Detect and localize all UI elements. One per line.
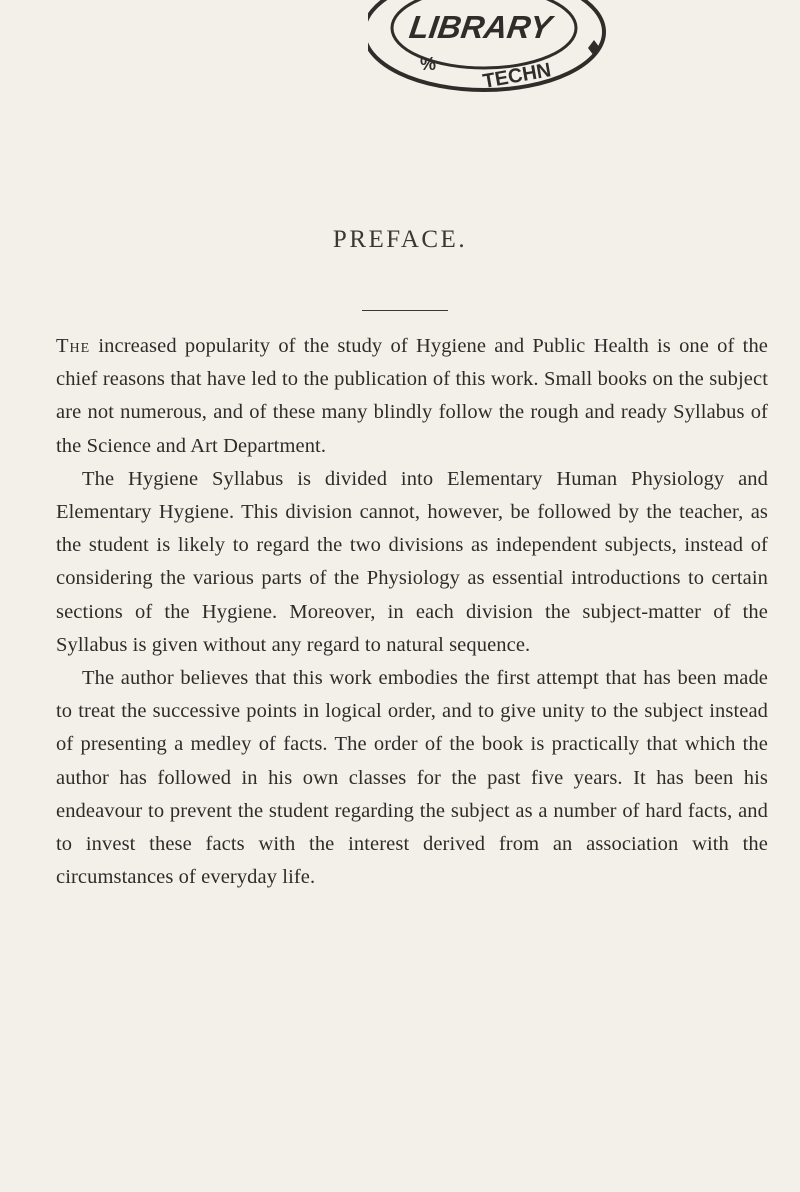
stamp-diamond-icon [588, 40, 600, 56]
paragraph-2: The Hygiene Syllabus is divided into Elementary Human Physiology and Elementary Hygiene. This division cannot, however, be followed by the teacher, as the student is likely to regard the two divisions as independent subjects, instead of considering the various parts of the Physiology as essential introductions to certain sections of the Hygiene. Moreover, in each division the subject-matter of the Syllabus is given without any regard to natural sequence. [56, 467, 768, 656]
paragraph-1 [56, 330, 768, 463]
paragraph-1-lead: The [56, 335, 91, 357]
stamp-left-mark: % [420, 54, 437, 74]
title-rule [362, 310, 448, 311]
preface-body [56, 330, 768, 894]
library-stamp [368, 0, 628, 96]
stamp-bottom-text: TECHN [481, 59, 553, 93]
stamp-top-text: LIBRARY [407, 9, 554, 45]
page-title: PREFACE. [332, 226, 468, 253]
paragraph-3: The author believes that this work embodies the first attempt that has been made to treat the successive points in logical order, and to give unity to the subject instead of presenting a medley of facts. The order of the book is practically that which the author has followed in his own classes for the past five years. It has been his endeavour to prevent the student regarding the subject as a number of hard facts, and to invest these facts with the interest derived from an association with the circumstances of everyday life. [56, 667, 768, 889]
paragraph-1-text: increased popularity of the study of Hygiene and Public Health is one of the chief reasons that have led to the publication of this work. Small books on the subject are not numerous, and of these many blindly follow the rough and ready Syllabus of the Science and Art Department. [56, 335, 768, 457]
